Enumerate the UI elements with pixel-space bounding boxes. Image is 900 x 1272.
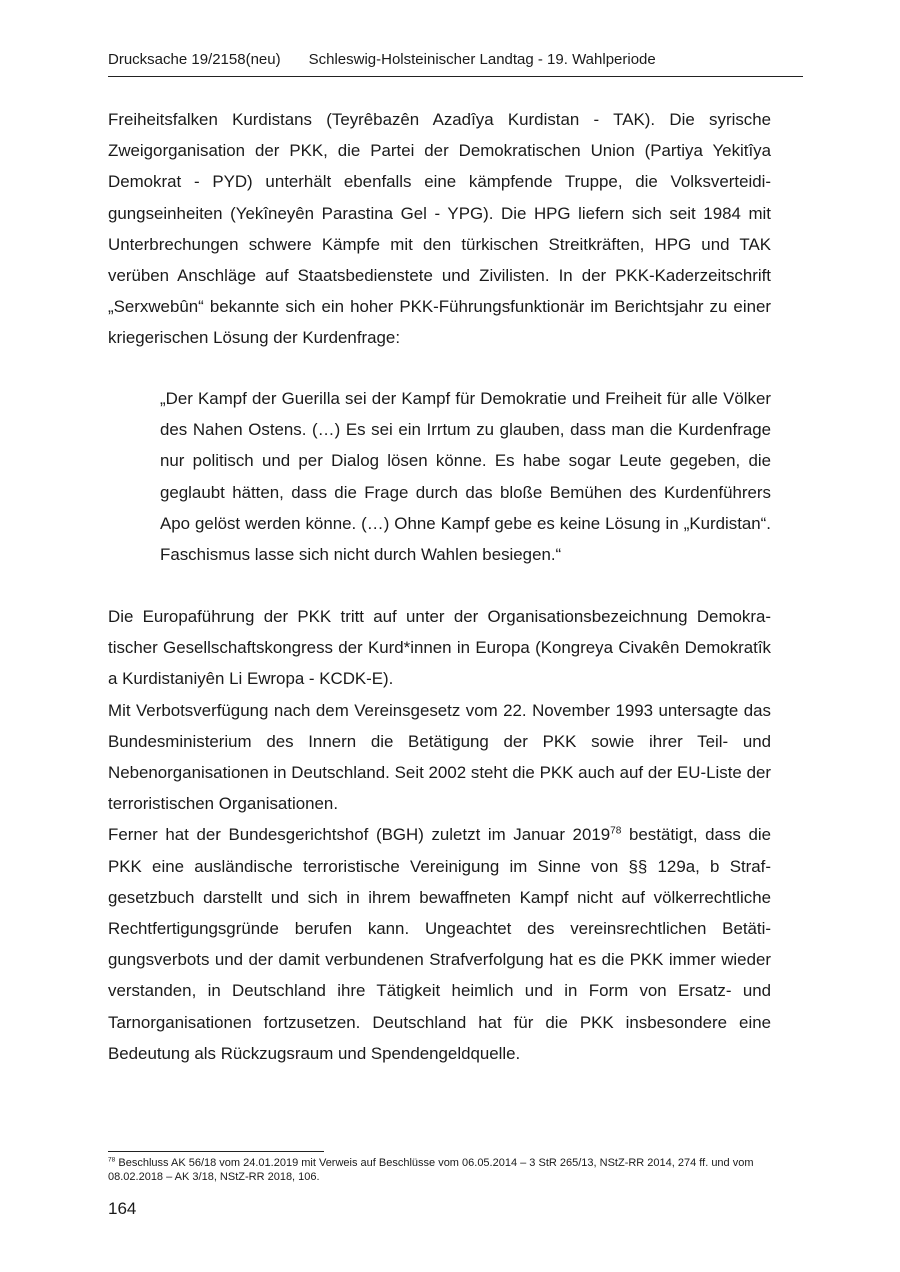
quote-text: „Der Kampf der Guerilla sei der Kampf für Demokratie und Freiheit für alle Völker des Nahen Ostens. (…) Es sei ein Irrtum zu glauben, dass man die Kurdenfrage nur politisch und per Dialog lösen könne. Es habe sogar Leute gegeben, die geglaubt hätten, dass die Frage durch das bloße Bemühen des Kurdenführers Apo gelöst werden könne. (…) Ohne Kampf gebe es keine Lösung in „Kurdistan“. Faschismus lasse sich nicht durch Wahlen besiegen.“ <box>160 389 771 565</box>
main-text <box>108 601 771 1069</box>
paragraph-bgh-start: Ferner hat der Bundesgerichtshof (BGH) zuletzt im Januar 2019 <box>108 825 611 845</box>
paragraph-intro <box>108 104 771 354</box>
paragraph-bgh-end: bestätigt, dass die PKK eine ausländische terroristische Vereinigung im Sinne von §§ 129a, b Strafgesetzbuch darstellt und sich in ihrem bewaffneten Kampf nicht auf völkerrechtliche Rechtfertigungsgründe berufen kann. Ungeachtet des vereinsrechtlichen Betätigungsverbots und der damit verbundenen Strafverfolgung hat es die PKK immer wieder verstanden, in Deutschland ihre Tätigkeit heimlich und in Form von Ersatz- und Tarnorganisationen fortzusetzen. Deutschland hat für die PKK insbesondere eine Bedeutung als Rückzugsraum und Spendengeldquelle. <box>108 825 771 1063</box>
footnote-marker: 78 <box>108 1156 116 1164</box>
footnote <box>108 1156 788 1184</box>
footnote-divider <box>108 1151 324 1152</box>
paragraph-bgh <box>108 819 771 1069</box>
paragraph-europe: Die Europaführung der PKK tritt auf unter der Organisationsbezeichnung Demokratischer Gesellschaftskongress der Kurd*innen in Europa (Kongreya Civakên Demokratîk a Kurdistaniyên Li Ewropa - KCDK-E). <box>108 607 771 689</box>
footnote-reference[interactable]: 78 <box>610 825 622 837</box>
paragraph-text: Freiheitsfalken Kurdistans (Teyrêbazên Azadîya Kurdistan - TAK). Die syrische Zweigorganisation der PKK, die Partei der Demokratischen Union (Partiya Yekitîya Demokrat - PYD) unterhält ebenfalls eine kämpfende Truppe, die Volksverteidigungseinheiten (Yekîneyên Parastina Gel - YPG). Die HPG liefern sich seit 1984 mit Unterbrechungen schwere Kämpfe mit den türkischen Streitkräften, HPG und TAK verüben Anschläge auf Staatsbedienstete und Zivilisten. In der PKK-Kaderzeitschrift „Serxwebûn“ bekannte sich ein hoher PKK-Führungsfunktionär im Berichtsjahr zu einer kriegerischen Lösung der Kurdenfrage: <box>108 110 771 348</box>
block-quote <box>160 383 771 570</box>
page-number: 164 <box>108 1199 137 1218</box>
footnote-text: Beschluss AK 56/18 vom 24.01.2019 mit Verweis auf Beschlüsse vom 06.05.2014 – 3 StR 265/13, NStZ-RR 2014, 274 ff. und vom 08.02.2018 – AK 3/18, NStZ-RR 2018, 106. <box>108 1157 754 1183</box>
document-number: Drucksache 19/2158(neu) <box>108 51 281 68</box>
paragraph-ban: Mit Verbotsverfügung nach dem Vereinsgesetz vom 22. November 1993 untersagte das Bundesministerium des Innern die Betätigung der PKK sowie ihrer Teil- und Nebenorganisationen in Deutschland. Seit 2002 steht die PKK auch auf der EU-Liste der terroristischen Organisationen. <box>108 700 771 814</box>
parliament-title: Schleswig-Holsteinischer Landtag - 19. Wahlperiode <box>308 51 656 68</box>
page-header <box>108 48 803 77</box>
